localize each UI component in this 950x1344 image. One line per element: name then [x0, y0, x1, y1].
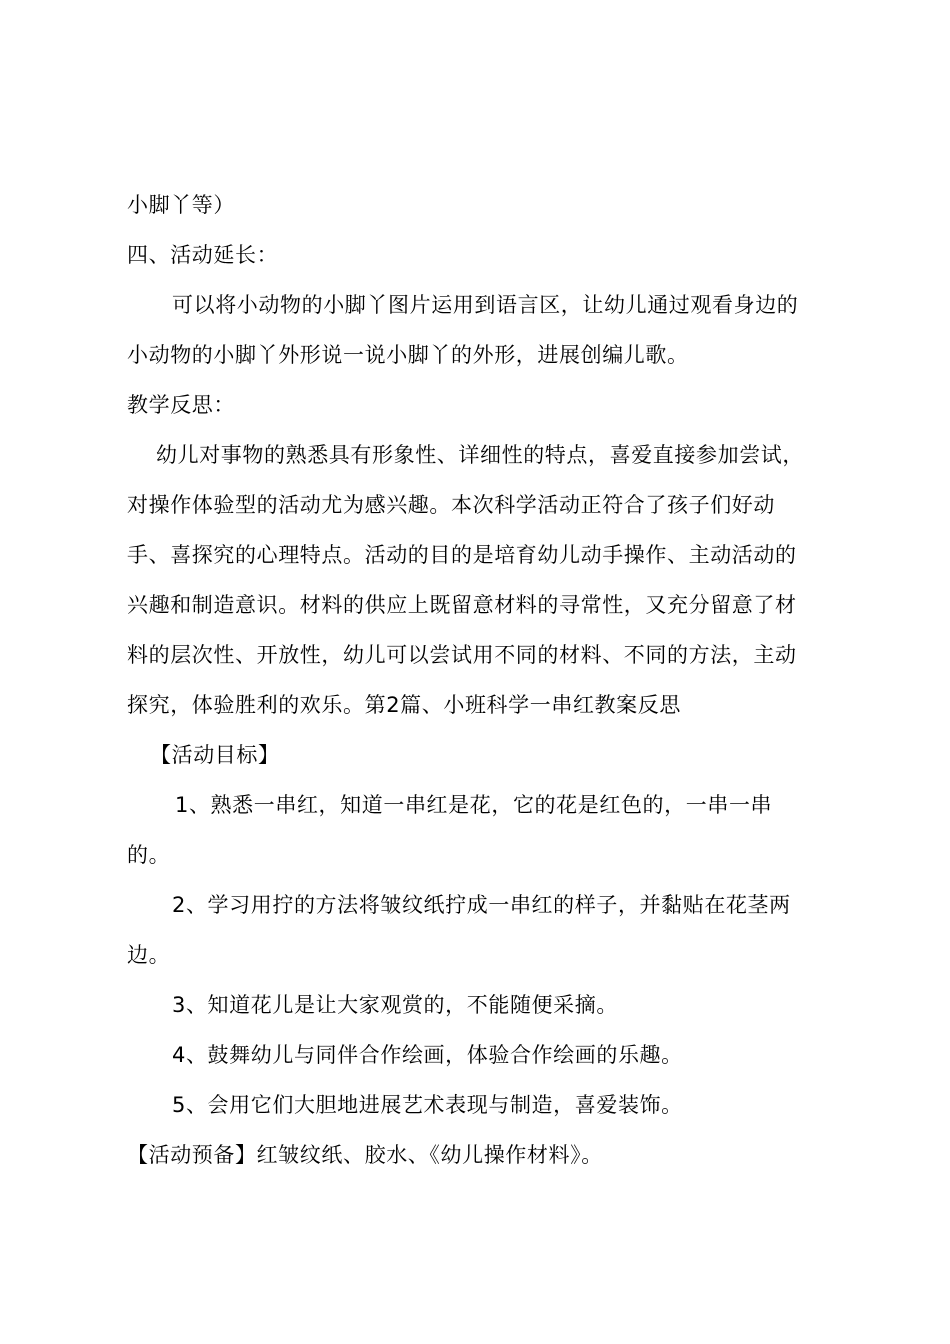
- section-heading-teaching-reflection: 教学反思：: [127, 393, 235, 417]
- goal-item-2-line-1: 2、学习用拧的方法将皱纹纸拧成一串红的样子，并黏贴在花茎两: [172, 893, 791, 917]
- section-heading-activity-goals: 【活动目标】: [150, 743, 280, 767]
- goal-item-3: 3、知道花儿是让大家观赏的，不能随便采摘。: [172, 993, 618, 1017]
- goal-item-1-line-1: 1、熟悉一串红，知道一串红是花，它的花是红色的，一串一串: [175, 793, 773, 817]
- paragraph-reflection-line-4: 兴趣和制造意识。材料的供应上既留意材料的寻常性，又充分留意了材: [127, 593, 797, 617]
- paragraph-reflection-line-1: 幼儿对事物的熟悉具有形象性、详细性的特点，喜爱直接参加尝试，: [156, 443, 804, 467]
- paragraph-reflection-line-3: 手、喜探究的心理特点。活动的目的是培育幼儿动手操作、主动活动的: [127, 543, 797, 567]
- section-heading-activity-extension: 四、活动延长：: [127, 243, 279, 267]
- goal-item-4: 4、鼓舞幼儿与同伴合作绘画，体验合作绘画的乐趣。: [172, 1043, 683, 1067]
- goal-item-2-line-2: 边。: [127, 943, 171, 967]
- paragraph-extension-line-2: 小动物的小脚丫外形说一说小脚丫的外形，进展创编儿歌。: [127, 343, 689, 367]
- paragraph-reflection-line-6: 探究，体验胜利的欢乐。第2篇、小班科学一串红教案反思: [127, 693, 681, 717]
- text-line-1: 小脚丫等）: [127, 193, 235, 217]
- paragraph-reflection-line-5: 料的层次性、开放性，幼儿可以尝试用不同的材料、不同的方法，主动: [127, 643, 797, 667]
- goal-item-1-line-2: 的。: [127, 843, 171, 867]
- goal-item-5: 5、会用它们大胆地进展艺术表现与制造，喜爱装饰。: [172, 1093, 683, 1117]
- paragraph-reflection-line-2: 对操作体验型的活动尤为感兴趣。本次科学活动正符合了孩子们好动: [127, 493, 775, 517]
- paragraph-extension-line-1: 可以将小动物的小脚丫图片运用到语言区，让幼儿通过观看身边的: [172, 293, 799, 317]
- section-activity-preparation: 【活动预备】红皱纹纸、胶水、《幼儿操作材料》。: [127, 1143, 603, 1167]
